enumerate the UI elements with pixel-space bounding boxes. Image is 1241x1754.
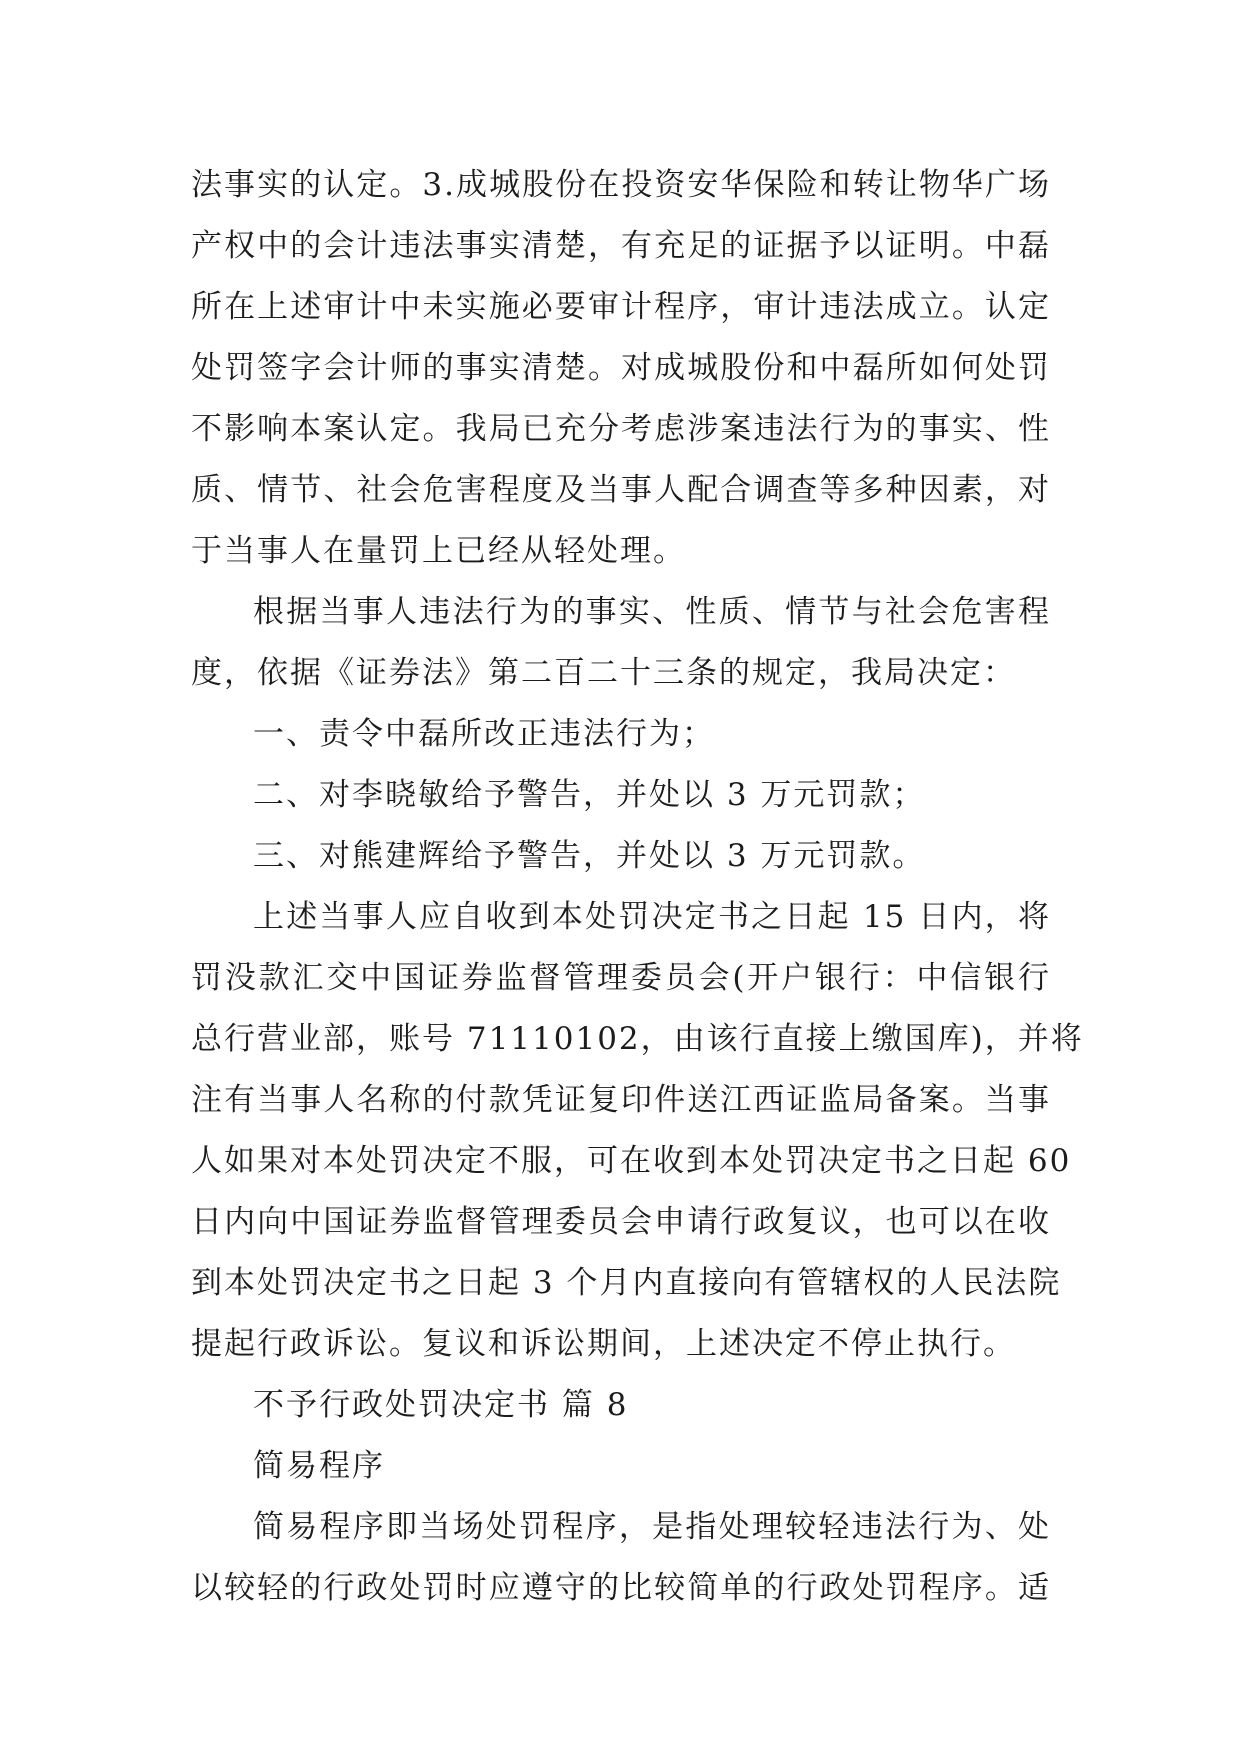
- text-line: 质、情节、社会危害程度及当事人配合调查等多种因素，对: [191, 472, 1051, 508]
- text-line: 到本处罚决定书之日起 3 个月内直接向有管辖权的人民法院: [191, 1265, 1062, 1301]
- text-line: 法事实的认定。3.成城股份在投资安华保险和转让物华广场: [191, 167, 1051, 203]
- text-line: 简易程序: [253, 1448, 385, 1484]
- text-line: 根据当事人违法行为的事实、性质、情节与社会危害程: [253, 594, 1051, 630]
- text-line: 不予行政处罚决定书 篇 8: [253, 1387, 629, 1423]
- text-line: 三、对熊建辉给予警告，并处以 3 万元罚款。: [253, 838, 926, 874]
- text-line: 产权中的会计违法事实清楚，有充足的证据予以证明。中磊: [191, 228, 1051, 264]
- text-line: 于当事人在量罚上已经从轻处理。: [191, 533, 686, 569]
- text-line: 处罚签字会计师的事实清楚。对成城股份和中磊所如何处罚: [191, 350, 1051, 386]
- text-line: 度，依据《证券法》第二百二十三条的规定，我局决定：: [191, 655, 1016, 691]
- text-line: 以较轻的行政处罚时应遵守的比较简单的行政处罚程序。适: [191, 1570, 1051, 1606]
- text-line: 罚没款汇交中国证券监督管理委员会(开户银行：中信银行: [191, 960, 1051, 996]
- text-line: 不影响本案认定。我局已充分考虑涉案违法行为的事实、性: [191, 411, 1051, 447]
- text-line: 简易程序即当场处罚程序，是指处理较轻违法行为、处: [253, 1509, 1051, 1545]
- document-body-text: [191, 155, 1084, 1619]
- text-line: 提起行政诉讼。复议和诉讼期间，上述决定不停止执行。: [191, 1326, 1016, 1362]
- text-line: 注有当事人名称的付款凭证复印件送江西证监局备案。当事: [191, 1082, 1051, 1118]
- text-line: 上述当事人应自收到本处罚决定书之日起 15 日内，将: [253, 899, 1051, 935]
- text-line: 日内向中国证券监督管理委员会申请行政复议，也可以在收: [191, 1204, 1051, 1240]
- text-line: 人如果对本处罚决定不服，可在收到本处罚决定书之日起 60: [191, 1143, 1072, 1179]
- text-line: 所在上述审计中未实施必要审计程序，审计违法成立。认定: [191, 289, 1051, 325]
- text-line: 一、责令中磊所改正违法行为；: [253, 716, 715, 752]
- text-line: 二、对李晓敏给予警告，并处以 3 万元罚款；: [253, 777, 926, 813]
- text-line: 总行营业部，账号 71110102，由该行直接上缴国库)，并将: [191, 1021, 1084, 1057]
